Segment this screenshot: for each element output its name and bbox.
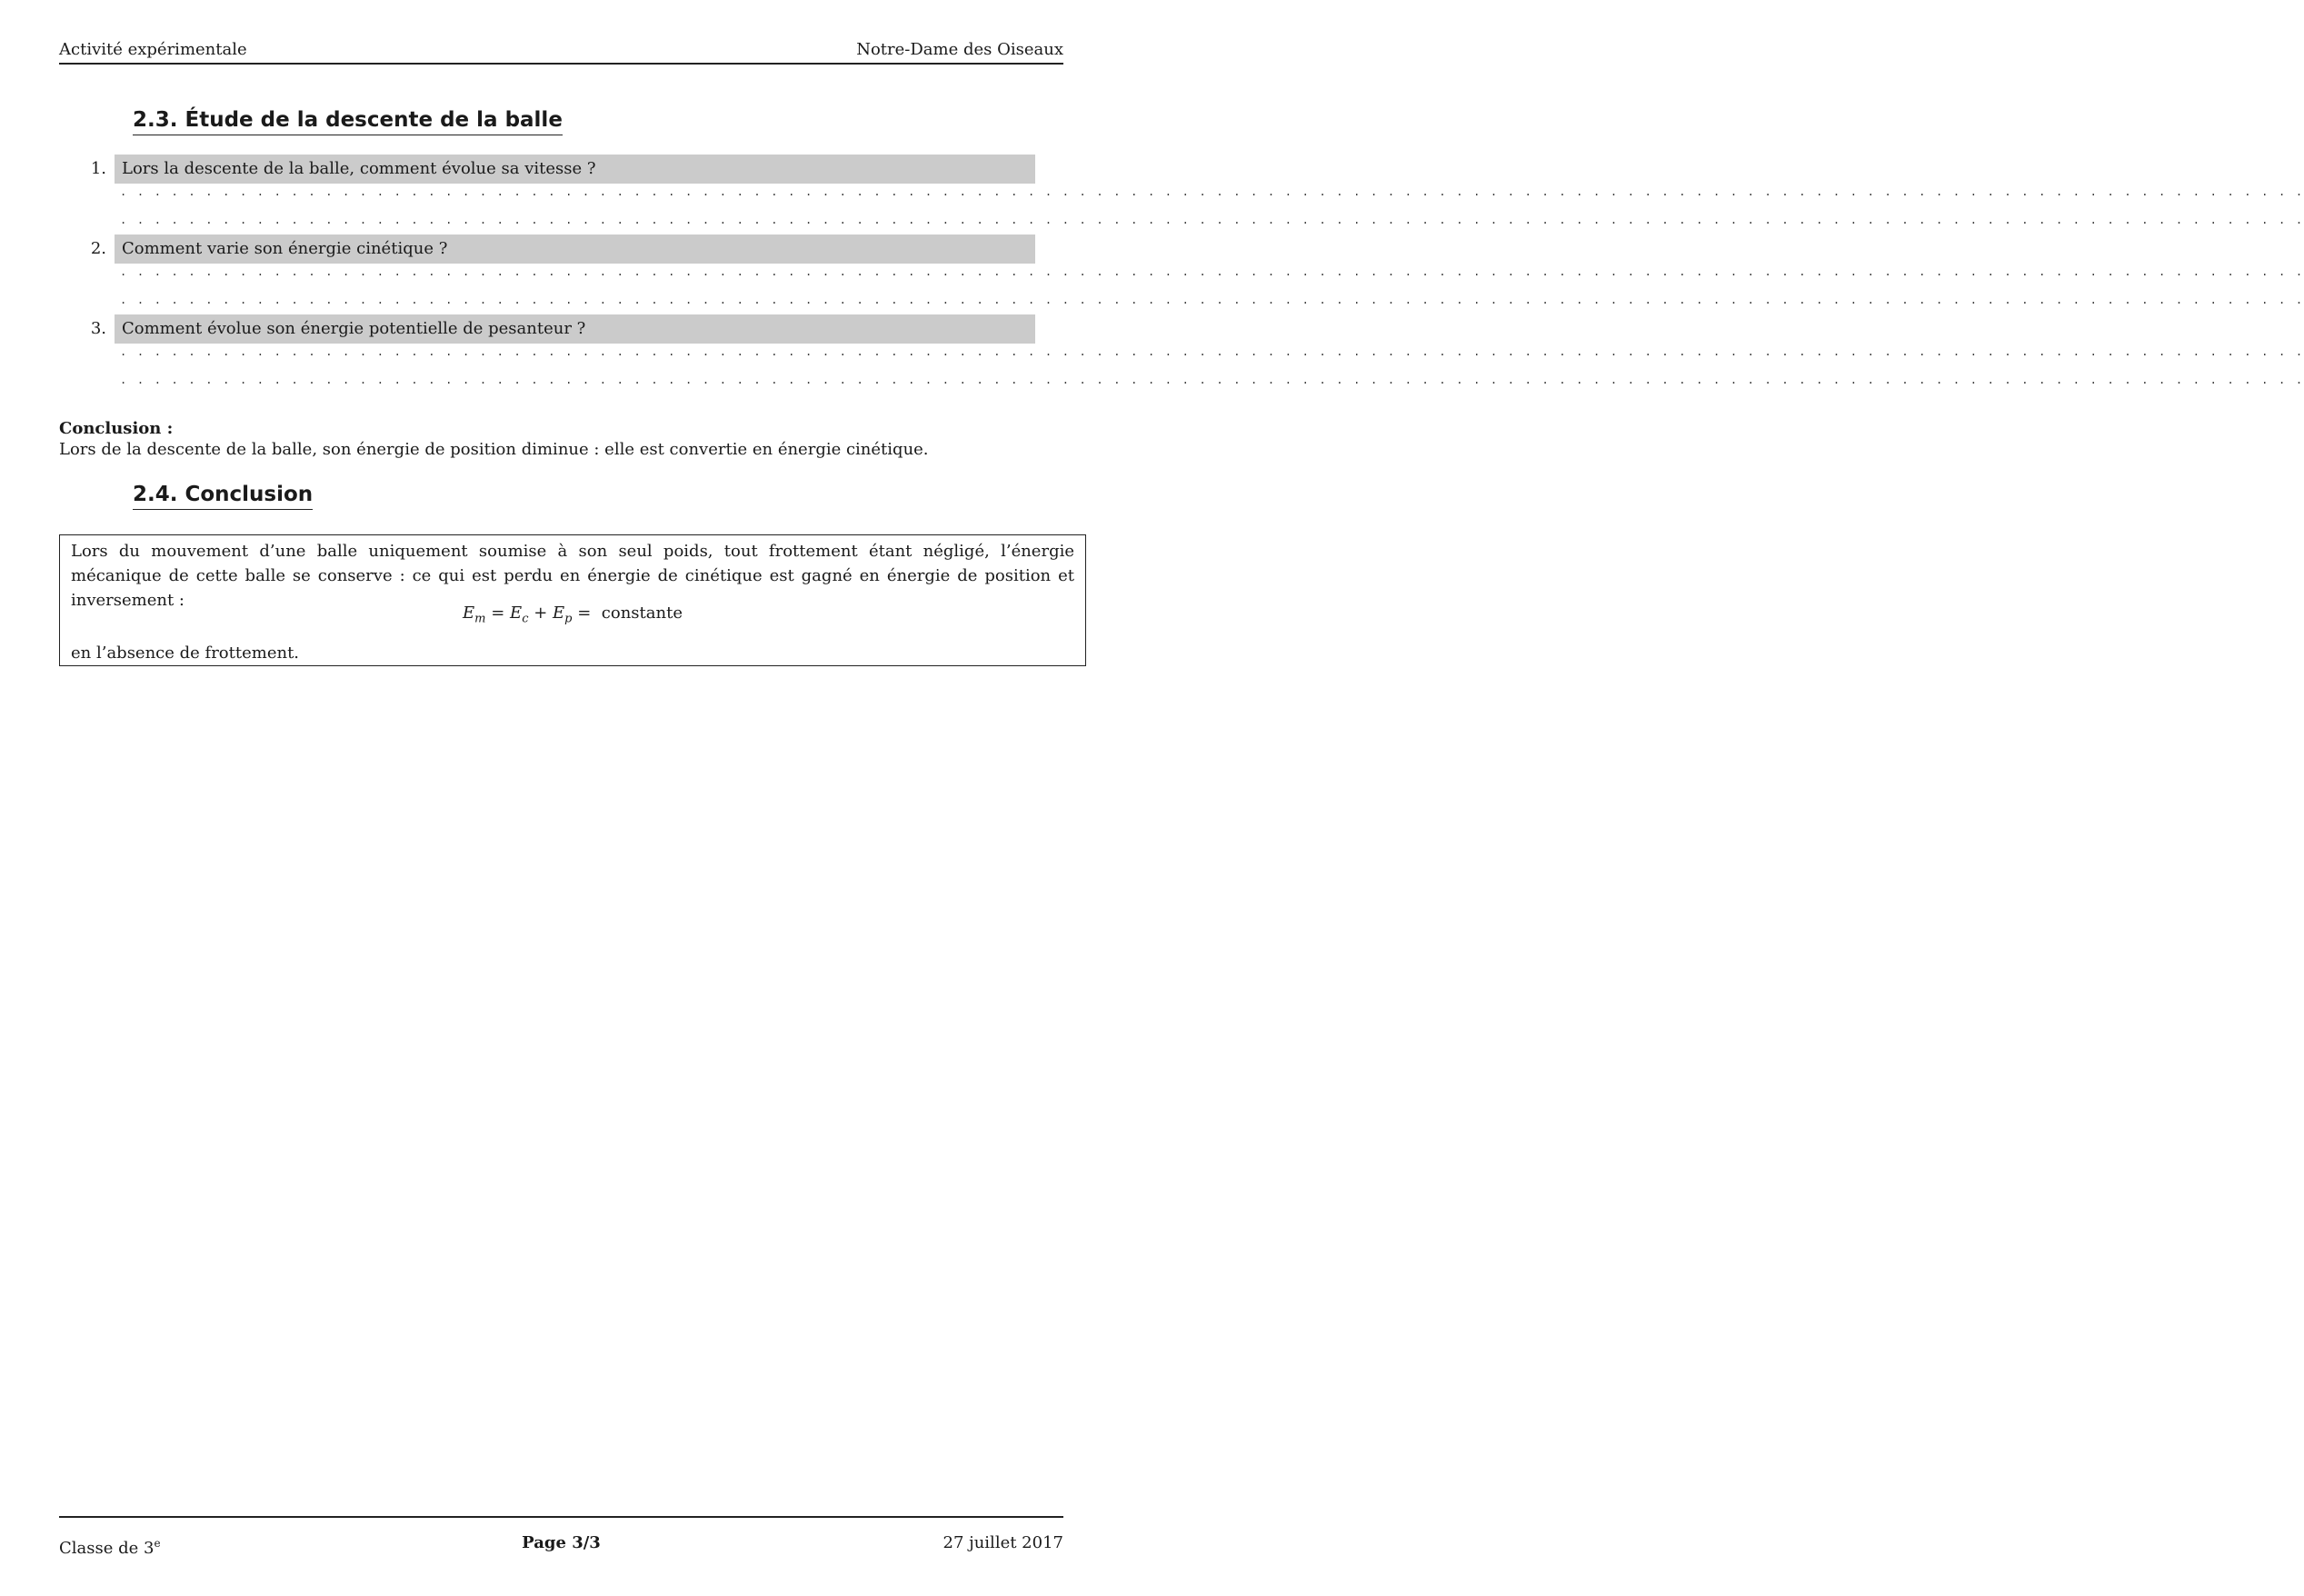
conclusion-box-after-text: en l’absence de frottement. — [71, 643, 300, 663]
page-footer — [59, 1516, 1063, 1558]
answer-line[interactable]: . . . . . . . . . . . . . . . . . . . . . . . . . . . . . . . . . . . . . . . . . . . . . . . . . . . . . . . . . . . . . . . . . . . . . . . . . . . . . . . . . . . . . . . . . . . . . . . . . . . . . . . . . . . . . . . . . . . . . . . . . . . . . . . . — [120, 345, 2304, 358]
section-title-2-4: 2.4. Conclusion — [133, 482, 313, 510]
formula-em-var: E — [463, 603, 475, 623]
answer-line[interactable]: . . . . . . . . . . . . . . . . . . . . . . . . . . . . . . . . . . . . . . . . . . . . . . . . . . . . . . . . . . . . . . . . . . . . . . . . . . . . . . . . . . . . . . . . . . . . . . . . . . . . . . . . . . . . . . . . . . . . . . . . . . . . . . . . — [120, 294, 2304, 306]
energy-formula — [60, 601, 1085, 632]
question-text: Comment évolue son énergie potentielle de pesanteur ? — [115, 314, 1035, 344]
question-text: Comment varie son énergie cinétique ? — [115, 234, 1035, 264]
answer-line[interactable]: . . . . . . . . . . . . . . . . . . . . . . . . . . . . . . . . . . . . . . . . . . . . . . . . . . . . . . . . . . . . . . . . . . . . . . . . . . . . . . . . . . . . . . . . . . . . . . . . . . . . . . . . . . . . . . . . . . . . . . . . . . . . . . . . — [120, 214, 2304, 226]
section-title-2-3: 2.3. Étude de la descente de la balle — [133, 107, 563, 135]
question-number: 1. — [90, 159, 106, 178]
formula-ec-var: E — [510, 603, 523, 623]
conclusion-box-text: Lors du mouvement d’une balle uniquement soumise à son seul poids, tout frottement étant négligé, l’énergie mécanique de cette balle se conserve : ce qui est perdu en énergie de cinétique est gagné en énergie de position et inversement : — [71, 542, 1074, 610]
footer-class-sup: e — [154, 1537, 161, 1550]
formula-ec-sub: c — [522, 612, 529, 626]
formula-equals: = — [577, 603, 592, 623]
answer-line[interactable]: . . . . . . . . . . . . . . . . . . . . . . . . . . . . . . . . . . . . . . . . . . . . . . . . . . . . . . . . . . . . . . . . . . . . . . . . . . . . . . . . . . . . . . . . . . . . . . . . . . . . . . . . . . . . . . . . . . . . . . . . . . . . . . . . — [120, 374, 2304, 386]
conclusion-label: Conclusion : — [59, 419, 174, 438]
footer-class-label: Classe de 3 — [59, 1539, 155, 1558]
formula-constant: constante — [601, 603, 683, 623]
formula-ep-var: E — [553, 603, 565, 623]
question-number: 2. — [90, 239, 106, 258]
formula-plus: + — [534, 603, 548, 623]
header-right-text: Notre-Dame des Oiseaux — [856, 40, 1063, 59]
question-text: Lors la descente de la balle, comment évolue sa vitesse ? — [115, 155, 1035, 184]
formula-equals: = — [491, 603, 505, 623]
formula-ep-sub: p — [564, 612, 573, 626]
page-header — [59, 41, 1063, 65]
footer-page-number: Page 3/3 — [522, 1533, 601, 1552]
footer-date: 27 juillet 2017 — [943, 1533, 1063, 1552]
header-left-text: Activité expérimentale — [59, 40, 247, 59]
conclusion-box — [59, 534, 1086, 666]
conclusion-text: Lors de la descente de la balle, son énergie de position diminue : elle est convertie en énergie cinétique. — [59, 440, 929, 459]
question-number: 3. — [90, 319, 106, 338]
answer-line[interactable]: . . . . . . . . . . . . . . . . . . . . . . . . . . . . . . . . . . . . . . . . . . . . . . . . . . . . . . . . . . . . . . . . . . . . . . . . . . . . . . . . . . . . . . . . . . . . . . . . . . . . . . . . . . . . . . . . . . . . . . . . . . . . . . . . — [120, 265, 2304, 278]
answer-line[interactable]: . . . . . . . . . . . . . . . . . . . . . . . . . . . . . . . . . . . . . . . . . . . . . . . . . . . . . . . . . . . . . . . . . . . . . . . . . . . . . . . . . . . . . . . . . . . . . . . . . . . . . . . . . . . . . . . . . . . . . . . . . . . . . . . . — [120, 185, 2304, 198]
formula-em-sub: m — [474, 612, 486, 626]
